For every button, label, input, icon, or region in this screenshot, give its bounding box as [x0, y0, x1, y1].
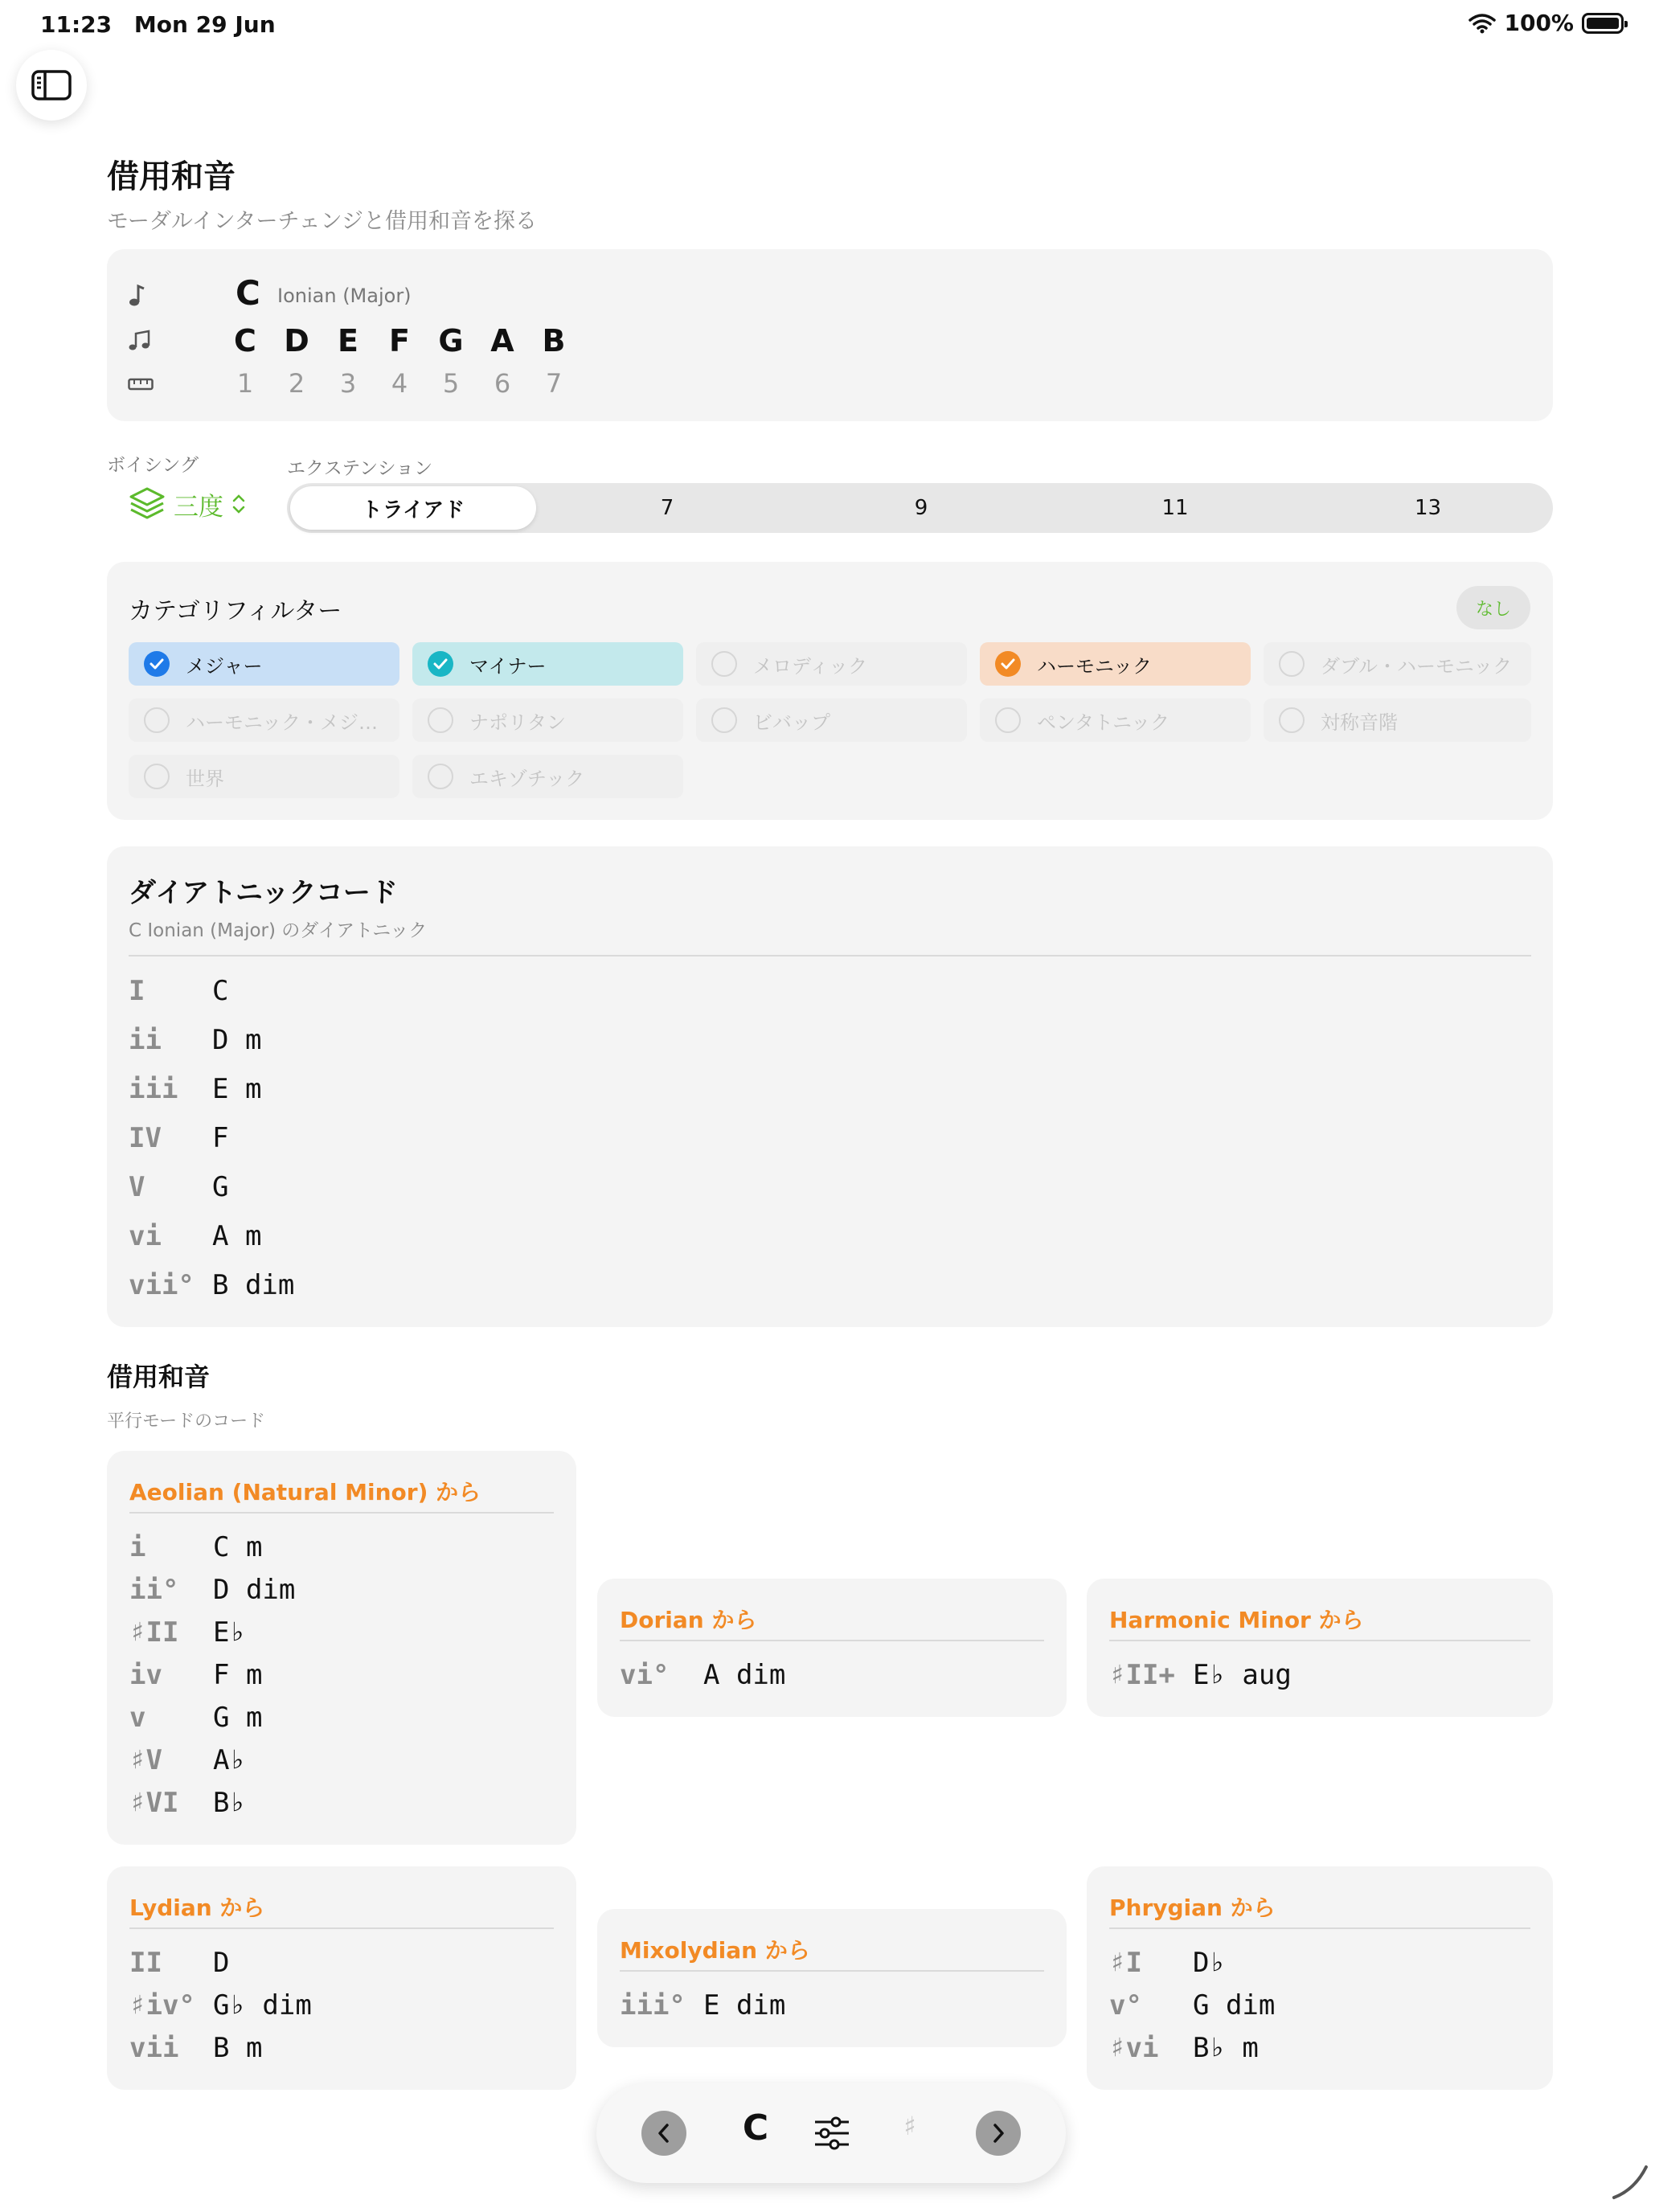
previous-key-button[interactable] — [641, 2111, 686, 2156]
extension-segmented-control — [287, 483, 1553, 533]
filter-chip-double-harmonic[interactable] — [1264, 642, 1531, 686]
chord-name: C m — [213, 1531, 263, 1563]
borrowed-card-title: Phrygian から — [1109, 1895, 1276, 1921]
chord-numeral: ♯II+ — [1109, 1659, 1175, 1691]
chord-name: C — [212, 975, 229, 1007]
scale-note: B — [542, 323, 566, 358]
borrowed-card-mixolydian — [597, 1909, 1067, 2047]
chord-numeral: ♯I — [1109, 1947, 1142, 1979]
chord-name: G dim — [1193, 1989, 1276, 2022]
battery-icon — [1582, 13, 1624, 34]
scale-root: C — [236, 273, 260, 313]
scale-note: E — [338, 323, 358, 358]
filter-chip-symmetric[interactable] — [1264, 698, 1531, 742]
chord-numeral: V — [129, 1171, 145, 1203]
checkmark-icon — [428, 651, 453, 677]
scale-degree: 4 — [391, 368, 408, 399]
empty-circle-icon — [1279, 707, 1305, 733]
extension-option-11[interactable]: 11 — [1161, 496, 1189, 520]
voicing-label: ボイシング — [107, 455, 199, 476]
chord-name: A m — [212, 1220, 262, 1252]
extension-option-triad[interactable]: トライアド — [290, 486, 536, 530]
scale-mode: Ionian (Major) — [277, 285, 412, 307]
chord-numeral: vi — [129, 1220, 162, 1252]
chevron-up-down-icon — [231, 493, 246, 515]
scale-note: D — [284, 323, 309, 358]
chord-name: D dim — [213, 1574, 296, 1606]
status-bar-right — [1469, 10, 1624, 36]
borrowed-card-dorian — [597, 1579, 1067, 1717]
borrowed-card-title: Harmonic Minor から — [1109, 1607, 1364, 1633]
filter-chip-label: 対称音階 — [1321, 711, 1398, 734]
filter-chip-harmonic-major[interactable] — [129, 698, 399, 742]
borrowed-card-phrygian — [1087, 1866, 1553, 2090]
borrowed-card-harmonic-minor — [1087, 1579, 1553, 1717]
chord-name: F m — [213, 1659, 263, 1691]
filter-chip-melodic[interactable] — [696, 642, 967, 686]
chord-numeral: IV — [129, 1122, 162, 1154]
divider — [1109, 1927, 1530, 1929]
chord-name: D♭ — [1193, 1947, 1226, 1979]
chord-numeral: ♯V — [129, 1744, 162, 1776]
sharp-toggle-button[interactable]: ♯ — [903, 2111, 916, 2141]
chord-numeral: I — [129, 975, 145, 1007]
divider — [129, 1512, 554, 1514]
chord-numeral: vii° — [129, 1269, 195, 1301]
sidebar-toggle-button[interactable] — [16, 50, 87, 121]
divider — [620, 1970, 1044, 1972]
battery-percent: 100% — [1504, 10, 1574, 36]
status-time: 11:23 — [40, 11, 113, 38]
filter-chip-label: ダブル・ハーモニック — [1321, 654, 1513, 678]
chord-numeral: ♯II — [129, 1616, 179, 1649]
filter-chip-label: メロディック — [753, 654, 868, 678]
empty-circle-icon — [711, 707, 737, 733]
scale-note: G — [438, 323, 464, 358]
chord-numeral: iv — [129, 1659, 162, 1691]
chevron-left-icon — [655, 2122, 673, 2144]
scale-degree: 7 — [545, 368, 563, 399]
empty-circle-icon — [1279, 651, 1305, 677]
filter-chip-label: ナポリタン — [469, 711, 566, 734]
chord-numeral: ♯vi — [1109, 2032, 1159, 2064]
borrowed-card-lydian — [107, 1866, 576, 2090]
sliders-icon — [810, 2114, 854, 2153]
page-title: 借用和音 — [107, 158, 236, 195]
filter-chip-major[interactable] — [129, 642, 399, 686]
extension-option-13[interactable]: 13 — [1414, 496, 1442, 520]
scale-card — [107, 249, 1553, 421]
scale-degree: 3 — [339, 368, 357, 399]
borrowed-card-title: Aeolian (Natural Minor) から — [129, 1479, 481, 1505]
chord-name: E dim — [703, 1989, 786, 2022]
chord-name: F — [212, 1122, 229, 1154]
next-key-button[interactable] — [976, 2111, 1021, 2156]
filter-chip-label: メジャー — [186, 654, 263, 678]
checkmark-icon — [144, 651, 170, 677]
borrowed-subtitle: 平行モードのコード — [107, 1411, 266, 1432]
status-date: Mon 29 Jun — [133, 11, 276, 38]
borrowed-card-aeolian — [107, 1451, 576, 1845]
chord-numeral: ii — [129, 1024, 162, 1056]
chord-name: B♭ — [213, 1787, 246, 1819]
voicing-picker[interactable] — [129, 485, 246, 522]
chord-numeral: v° — [1109, 1989, 1142, 2022]
empty-circle-icon — [144, 707, 170, 733]
empty-circle-icon — [428, 764, 453, 789]
borrowed-card-title: Lydian から — [129, 1895, 265, 1921]
borrowed-title: 借用和音 — [107, 1362, 211, 1392]
chord-numeral: vii — [129, 2032, 179, 2064]
status-bar-left — [40, 11, 290, 38]
chord-numeral: II — [129, 1947, 162, 1979]
chord-numeral: vi° — [620, 1659, 670, 1691]
layers-icon — [129, 485, 166, 522]
chord-name: G — [212, 1171, 229, 1203]
filter-chip-neapolitan[interactable] — [412, 698, 683, 742]
sidebar-icon — [31, 70, 72, 100]
chord-name: A♭ — [213, 1744, 246, 1776]
filter-chip-label: 世界 — [186, 767, 224, 790]
divider — [620, 1640, 1044, 1641]
chord-name: B♭ m — [1193, 2032, 1259, 2064]
scale-degree: 1 — [236, 368, 254, 399]
divider — [1109, 1640, 1530, 1641]
scale-note: A — [490, 323, 514, 358]
filter-chip-world[interactable] — [129, 755, 399, 798]
filter-chip-harmonic[interactable] — [980, 642, 1251, 686]
chord-name: B m — [213, 2032, 263, 2064]
extension-option-7[interactable]: 7 — [660, 496, 674, 520]
chord-name: D — [213, 1947, 230, 1979]
divider — [129, 955, 1531, 956]
chord-numeral: v — [129, 1702, 146, 1734]
wifi-icon — [1469, 13, 1496, 34]
filter-chip-exotic[interactable] — [412, 755, 683, 798]
chord-numeral: ♯VI — [129, 1787, 179, 1819]
filter-title: カテゴリフィルター — [129, 597, 342, 625]
pencil-hover-icon — [1611, 2162, 1649, 2201]
diatonic-subtitle: C Ionian (Major) のダイアトニック — [129, 920, 428, 941]
scale-note: C — [234, 323, 256, 358]
page-subtitle: モーダルインターチェンジと借用和音を探る — [107, 209, 538, 234]
chord-numeral: iii° — [620, 1989, 686, 2022]
filter-chip-label: マイナー — [469, 654, 547, 678]
scale-degree: 2 — [288, 368, 305, 399]
filter-chip-pentatonic[interactable] — [980, 698, 1251, 742]
settings-sliders-button[interactable] — [810, 2114, 854, 2153]
chord-name: A dim — [703, 1659, 786, 1691]
empty-circle-icon — [428, 707, 453, 733]
current-key-button[interactable]: C — [742, 2108, 769, 2149]
chord-numeral: i — [129, 1531, 146, 1563]
chord-numeral: ii° — [129, 1574, 179, 1606]
scale-degree: 5 — [442, 368, 460, 399]
voicing-value: 三度 — [174, 492, 223, 522]
chevron-right-icon — [989, 2122, 1007, 2144]
filter-chip-label: ビバップ — [753, 711, 830, 734]
checkmark-icon — [995, 651, 1021, 677]
chord-name: B dim — [212, 1269, 295, 1301]
empty-circle-icon — [711, 651, 737, 677]
chord-numeral: iii — [129, 1073, 178, 1105]
category-filter-card — [107, 562, 1553, 820]
filter-chip-label: ハーモニック — [1037, 654, 1153, 678]
scale-note: F — [389, 323, 410, 358]
diatonic-title: ダイアトニックコード — [129, 877, 398, 909]
music-notes-icon — [128, 330, 155, 352]
ruler-icon — [128, 376, 154, 392]
filter-chip-label: ハーモニック・メジ… — [186, 711, 379, 734]
filter-chip-label: ペンタトニック — [1037, 711, 1170, 734]
divider — [129, 1927, 554, 1929]
extension-label: エクステンション — [287, 458, 433, 479]
diatonic-chords-card — [107, 846, 1553, 1327]
empty-circle-icon — [144, 764, 170, 789]
scale-degree: 6 — [494, 368, 511, 399]
bottom-toolbar — [596, 2083, 1066, 2183]
empty-circle-icon — [995, 707, 1021, 733]
filter-chip-minor[interactable] — [412, 642, 683, 686]
filter-none-button[interactable]: なし — [1456, 586, 1530, 629]
chord-name: G♭ dim — [213, 1989, 312, 2022]
filter-chip-label: エキゾチック — [469, 767, 585, 790]
chord-name: E m — [212, 1073, 262, 1105]
chord-name: D m — [212, 1024, 262, 1056]
borrowed-card-title: Dorian から — [620, 1607, 757, 1633]
chord-name: E♭ — [213, 1616, 246, 1649]
filter-chip-bebop[interactable] — [696, 698, 967, 742]
chord-numeral: ♯iv° — [129, 1989, 195, 2022]
borrowed-card-title: Mixolydian から — [620, 1937, 810, 1964]
extension-option-9[interactable]: 9 — [914, 496, 928, 520]
chord-name: E♭ aug — [1193, 1659, 1292, 1691]
chord-name: G m — [213, 1702, 263, 1734]
music-note-icon — [128, 283, 147, 307]
